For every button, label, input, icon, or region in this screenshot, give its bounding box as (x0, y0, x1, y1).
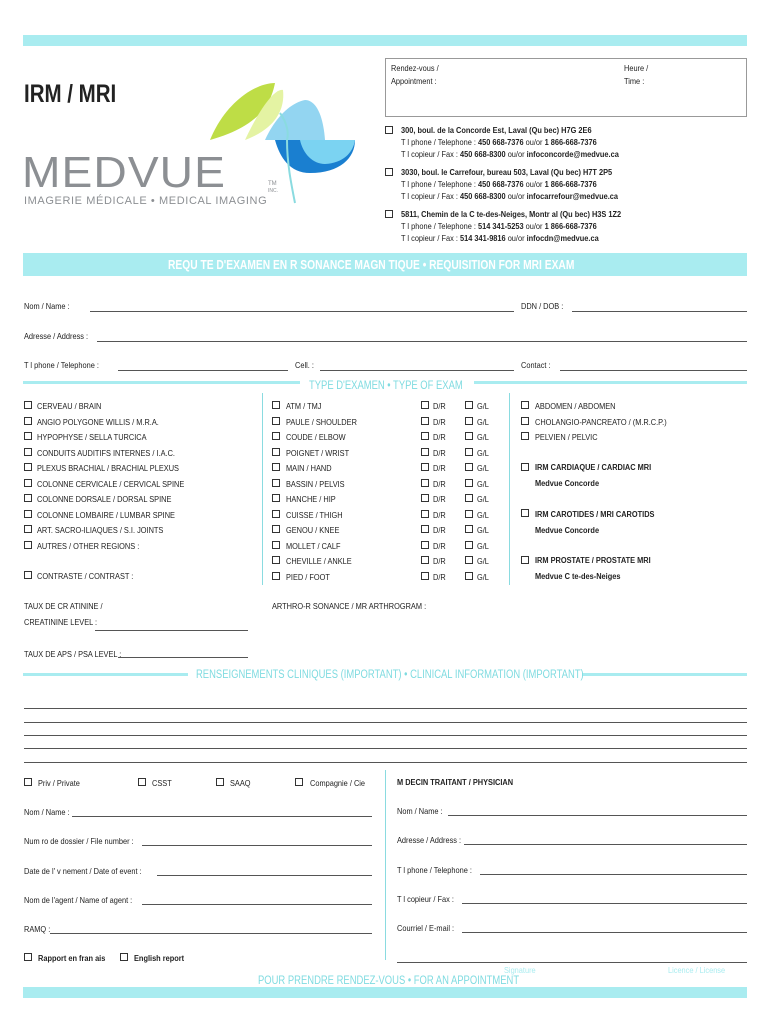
exam-label: CERVEAU / BRAIN (37, 401, 102, 411)
exam-label: MAIN / HAND (286, 463, 332, 473)
physician-field-label: T l copieur / Fax : (397, 893, 454, 904)
left-label: G/L (477, 494, 489, 504)
left-label: G/L (477, 478, 489, 489)
exam-label: COLONNE DORSALE / DORSAL SPINE (37, 494, 172, 504)
exam-label: BASSIN / PELVIS (286, 478, 345, 489)
patient-address-label: Adresse / Address : (24, 331, 89, 341)
left-checkbox[interactable] (465, 432, 473, 440)
physician-field-label: Nom / Name : (397, 806, 443, 816)
contrast-label: CONTRASTE / CONTRAST : (37, 571, 134, 581)
exam-type-title: TYPE D'EXAMEN • TYPE OF EXAM (309, 380, 463, 392)
carotids-label: IRM CAROTIDES / MRI CAROTIDS (535, 509, 655, 519)
cardiac-checkbox[interactable] (521, 463, 529, 471)
report-fr-checkbox[interactable] (24, 953, 32, 961)
left-label: G/L (477, 525, 489, 535)
right-label: D/R (433, 556, 446, 566)
exam-checkbox[interactable] (272, 572, 280, 580)
exam-label: PLEXUS BRACHIAL / BRACHIAL PLEXUS (37, 463, 179, 473)
right-checkbox[interactable] (421, 556, 429, 564)
patient-name-field[interactable] (90, 311, 514, 312)
top-band (23, 35, 747, 46)
footer-title: POUR PRENDRE RENDEZ-VOUS • FOR AN APPOINTMENT (258, 975, 520, 987)
contrast-checkbox[interactable] (24, 571, 32, 579)
left-checkbox[interactable] (465, 525, 473, 533)
patient-phone-label: T l phone / Telephone : (24, 360, 99, 370)
report-en-label: English report (134, 953, 185, 963)
clinic-fax: T l copieur / Fax : 450 668-8300 ou/or infoconcorde@medvue.ca (401, 149, 619, 159)
exam-label: ABDOMEN / ABDOMEN (535, 401, 616, 411)
payment-field-label: Nom de l'agent / Name of agent : (24, 894, 133, 905)
exam-checkbox[interactable] (272, 525, 280, 533)
creatinine-label-2: CREATININE LEVEL : (24, 617, 98, 627)
left-checkbox[interactable] (465, 401, 473, 409)
left-checkbox[interactable] (465, 448, 473, 456)
exam-checkbox[interactable] (272, 463, 280, 471)
clinical-line[interactable] (24, 722, 747, 723)
carotids-site: Medvue Concorde (535, 525, 600, 535)
clinic-fax: T l copieur / Fax : 450 668-8300 ou/or infocarrefour@medvue.ca (401, 191, 619, 201)
physician-field-label: T l phone / Telephone : (397, 864, 472, 875)
patient-contact-label: Contact : (521, 360, 551, 370)
patient-cell-label: Cell. : (295, 360, 314, 370)
left-label: G/L (477, 416, 489, 427)
right-checkbox[interactable] (421, 525, 429, 533)
exam-label: CHEVILLE / ANKLE (286, 556, 352, 566)
exam-label: GENOU / KNEE (286, 525, 340, 535)
exam-label: ANGIO POLYGONE WILLIS / M.R.A. (37, 416, 159, 427)
clinical-title: RENSEIGNEMENTS CLINIQUES (IMPORTANT) • CLINICAL INFORMATION (IMPORTANT) (196, 669, 584, 681)
left-checkbox[interactable] (465, 463, 473, 471)
exam-checkbox[interactable] (24, 401, 32, 409)
right-checkbox[interactable] (421, 541, 429, 549)
left-checkbox[interactable] (465, 417, 473, 425)
payment-field-line[interactable] (72, 816, 372, 817)
exam-checkbox[interactable] (272, 494, 280, 502)
patient-cell-field[interactable] (320, 370, 514, 371)
right-checkbox[interactable] (421, 417, 429, 425)
cardiac-label: IRM CARDIAQUE / CARDIAC MRI (535, 462, 652, 472)
payment-field-line[interactable] (157, 875, 372, 876)
payment-field-line[interactable] (142, 904, 372, 905)
time-label: Time : (624, 76, 645, 86)
payment-field-label: Num ro de dossier / File number : (24, 836, 134, 847)
csst-checkbox[interactable] (138, 778, 146, 786)
clinic-checkbox[interactable] (385, 210, 393, 218)
exam-checkbox[interactable] (521, 417, 529, 425)
patient-dob-label: DDN / DOB : (521, 301, 564, 311)
right-label: D/R (433, 478, 446, 489)
creatinine-field[interactable] (95, 630, 248, 631)
patient-contact-field[interactable] (560, 370, 747, 371)
left-label: G/L (477, 463, 489, 473)
right-label: D/R (433, 416, 446, 427)
psa-field[interactable] (118, 657, 248, 658)
patient-address-field[interactable] (97, 341, 747, 342)
saaq-checkbox[interactable] (216, 778, 224, 786)
clinical-line[interactable] (24, 748, 747, 749)
physician-field-line[interactable] (462, 932, 747, 933)
exam-checkbox[interactable] (272, 556, 280, 564)
exam-checkbox[interactable] (24, 494, 32, 502)
brand-name: MEDVUE (22, 148, 226, 197)
exam-checkbox[interactable] (272, 432, 280, 440)
right-checkbox[interactable] (421, 448, 429, 456)
physician-title: M DECIN TRAITANT / PHYSICIAN (397, 777, 514, 787)
right-label: D/R (433, 447, 446, 458)
exam-label: HYPOPHYSE / SELLA TURCICA (37, 432, 147, 442)
left-checkbox[interactable] (465, 494, 473, 502)
private-checkbox[interactable] (24, 778, 32, 786)
right-checkbox[interactable] (421, 463, 429, 471)
physician-field-line[interactable] (462, 903, 747, 904)
divider (262, 393, 263, 585)
exam-checkbox[interactable] (272, 417, 280, 425)
exam-checkbox[interactable] (24, 448, 32, 456)
exam-label: CHOLANGIO-PANCREATO / (M.R.C.P.) (535, 416, 667, 427)
exam-checkbox[interactable] (24, 417, 32, 425)
exam-label: PAULE / SHOULDER (286, 416, 357, 427)
exam-label: COLONNE CERVICALE / CERVICAL SPINE (37, 478, 185, 489)
clinic-address: 5811, Chemin de la C te-des-Neiges, Montr al (Qu bec) H3S 1Z2 (401, 209, 622, 219)
right-label: D/R (433, 525, 446, 535)
exam-label: POIGNET / WRIST (286, 447, 350, 458)
cardiac-site: Medvue Concorde (535, 478, 600, 488)
patient-dob-field[interactable] (572, 311, 747, 312)
exam-label: MOLLET / CALF (286, 540, 341, 551)
exam-checkbox[interactable] (272, 401, 280, 409)
left-label: G/L (477, 401, 489, 411)
right-checkbox[interactable] (421, 510, 429, 518)
signature-field[interactable] (397, 962, 747, 963)
page-title: IRM / MRI (24, 80, 117, 108)
carotids-checkbox[interactable] (521, 509, 529, 517)
patient-phone-field[interactable] (118, 370, 288, 371)
payment-field-label: Date de l' v nement / Date of event : (24, 865, 142, 876)
clinic-checkbox[interactable] (385, 168, 393, 176)
saaq-label: SAAQ (230, 778, 251, 788)
rdv-label: Rendez-vous / (391, 63, 439, 73)
physician-field-line[interactable] (480, 874, 747, 875)
psa-label: TAUX DE APS / PSA LEVEL : (24, 649, 122, 659)
right-checkbox[interactable] (421, 494, 429, 502)
divider (385, 770, 386, 960)
exam-checkbox[interactable] (272, 510, 280, 518)
exam-label: PIED / FOOT (286, 571, 330, 582)
left-checkbox[interactable] (465, 479, 473, 487)
left-checkbox[interactable] (465, 510, 473, 518)
right-label: D/R (433, 401, 446, 411)
signature-label: Signature (504, 965, 536, 975)
exam-label: PELVIEN / PELVIC (535, 432, 598, 442)
left-checkbox[interactable] (465, 556, 473, 564)
right-label: D/R (433, 509, 446, 520)
prostate-site: Medvue C te-des-Neiges (535, 571, 621, 581)
exam-label: COLONNE LOMBAIRE / LUMBAR SPINE (37, 509, 175, 520)
right-label: D/R (433, 540, 446, 551)
right-label: D/R (433, 463, 446, 473)
payment-field-label: Nom / Name : (24, 807, 70, 817)
left-label: G/L (477, 571, 489, 582)
company-label: Compagnie / Cie (310, 778, 366, 788)
clinic-fax: T l copieur / Fax : 514 341-9816 ou/or infocdn@medvue.ca (401, 233, 599, 243)
right-checkbox[interactable] (421, 479, 429, 487)
exam-label: AUTRES / OTHER REGIONS : (37, 540, 140, 551)
appointment-box[interactable] (385, 58, 747, 117)
right-checkbox[interactable] (421, 432, 429, 440)
left-label: G/L (477, 432, 489, 442)
exam-checkbox[interactable] (272, 541, 280, 549)
exam-label: CUISSE / THIGH (286, 509, 343, 520)
clinic-address: 300, boul. de la Concorde Est, Laval (Qu bec) H7G 2E6 (401, 125, 592, 135)
report-fr-label: Rapport en fran ais (38, 953, 106, 963)
brand-tagline: IMAGERIE MÉDICALE • MEDICAL IMAGING (24, 195, 268, 207)
payment-field-line[interactable] (142, 845, 372, 846)
left-checkbox[interactable] (465, 572, 473, 580)
clinical-line[interactable] (24, 735, 747, 736)
requisition-title: REQU TE D'EXAMEN EN R SONANCE MAGN TIQUE • REQUISITION FOR MRI EXAM (168, 258, 575, 272)
payment-field-label: RAMQ : (24, 924, 51, 935)
physician-field-line[interactable] (464, 844, 747, 845)
right-checkbox[interactable] (421, 401, 429, 409)
exam-label: ART. SACRO-ILIAQUES / S.I. JOINTS (37, 525, 164, 535)
prostate-label: IRM PROSTATE / PROSTATE MRI (535, 555, 651, 565)
exam-checkbox[interactable] (24, 463, 32, 471)
left-label: G/L (477, 447, 489, 458)
clinical-line[interactable] (24, 762, 747, 763)
physician-field-label: Adresse / Address : (397, 835, 462, 846)
exam-checkbox[interactable] (24, 479, 32, 487)
prostate-checkbox[interactable] (521, 556, 529, 564)
exam-checkbox[interactable] (521, 432, 529, 440)
exam-checkbox[interactable] (24, 541, 32, 549)
left-label: G/L (477, 556, 489, 566)
exam-label: CONDUITS AUDITIFS INTERNES / I.A.C. (37, 447, 175, 458)
report-en-checkbox[interactable] (120, 953, 128, 961)
exam-label: HANCHE / HIP (286, 494, 336, 504)
exam-checkbox[interactable] (272, 479, 280, 487)
bottom-band (23, 987, 747, 998)
divider (509, 393, 510, 585)
clinical-line[interactable] (24, 708, 747, 709)
clinic-phone: T l phone / Telephone : 514 341-5253 ou/or 1 866-668-7376 (401, 221, 597, 231)
physician-field-label: Courriel / E-mail : (397, 923, 455, 934)
left-label: G/L (477, 540, 489, 551)
exam-label: ATM / TMJ (286, 401, 322, 411)
exam-checkbox[interactable] (24, 432, 32, 440)
medvue-logo-graphic (205, 78, 360, 208)
payment-field-line[interactable] (50, 933, 372, 934)
clinic-address: 3030, boul. le Carrefour, bureau 503, Laval (Qu bec) H7T 2P5 (401, 167, 613, 177)
licence-label: Licence / License (668, 965, 726, 975)
clinic-phone: T l phone / Telephone : 450 668-7376 ou/or 1 866-668-7376 (401, 137, 597, 147)
left-checkbox[interactable] (465, 541, 473, 549)
right-label: D/R (433, 494, 446, 504)
exam-checkbox[interactable] (272, 448, 280, 456)
creatinine-label-1: TAUX DE CR ATININE / (24, 601, 103, 611)
right-label: D/R (433, 432, 446, 442)
csst-label: CSST (152, 778, 172, 788)
arthro-label: ARTHRO-R SONANCE / MR ARTHROGRAM : (272, 601, 427, 611)
exam-checkbox[interactable] (24, 510, 32, 518)
exam-label: COUDE / ELBOW (286, 432, 346, 442)
exam-checkbox[interactable] (24, 525, 32, 533)
company-checkbox[interactable] (295, 778, 303, 786)
clinic-checkbox[interactable] (385, 126, 393, 134)
appt-label: Appointment : (391, 76, 437, 86)
patient-name-label: Nom / Name : (24, 301, 70, 311)
private-label: Priv / Private (38, 778, 80, 788)
brand-tm: TM (268, 181, 277, 187)
right-label: D/R (433, 571, 446, 582)
right-checkbox[interactable] (421, 572, 429, 580)
brand-inc: INC. (268, 188, 278, 194)
physician-field-line[interactable] (448, 815, 747, 816)
exam-checkbox[interactable] (521, 401, 529, 409)
clinic-phone: T l phone / Telephone : 450 668-7376 ou/or 1 866-668-7376 (401, 179, 597, 189)
left-label: G/L (477, 509, 489, 520)
heure-label: Heure / (624, 63, 649, 73)
